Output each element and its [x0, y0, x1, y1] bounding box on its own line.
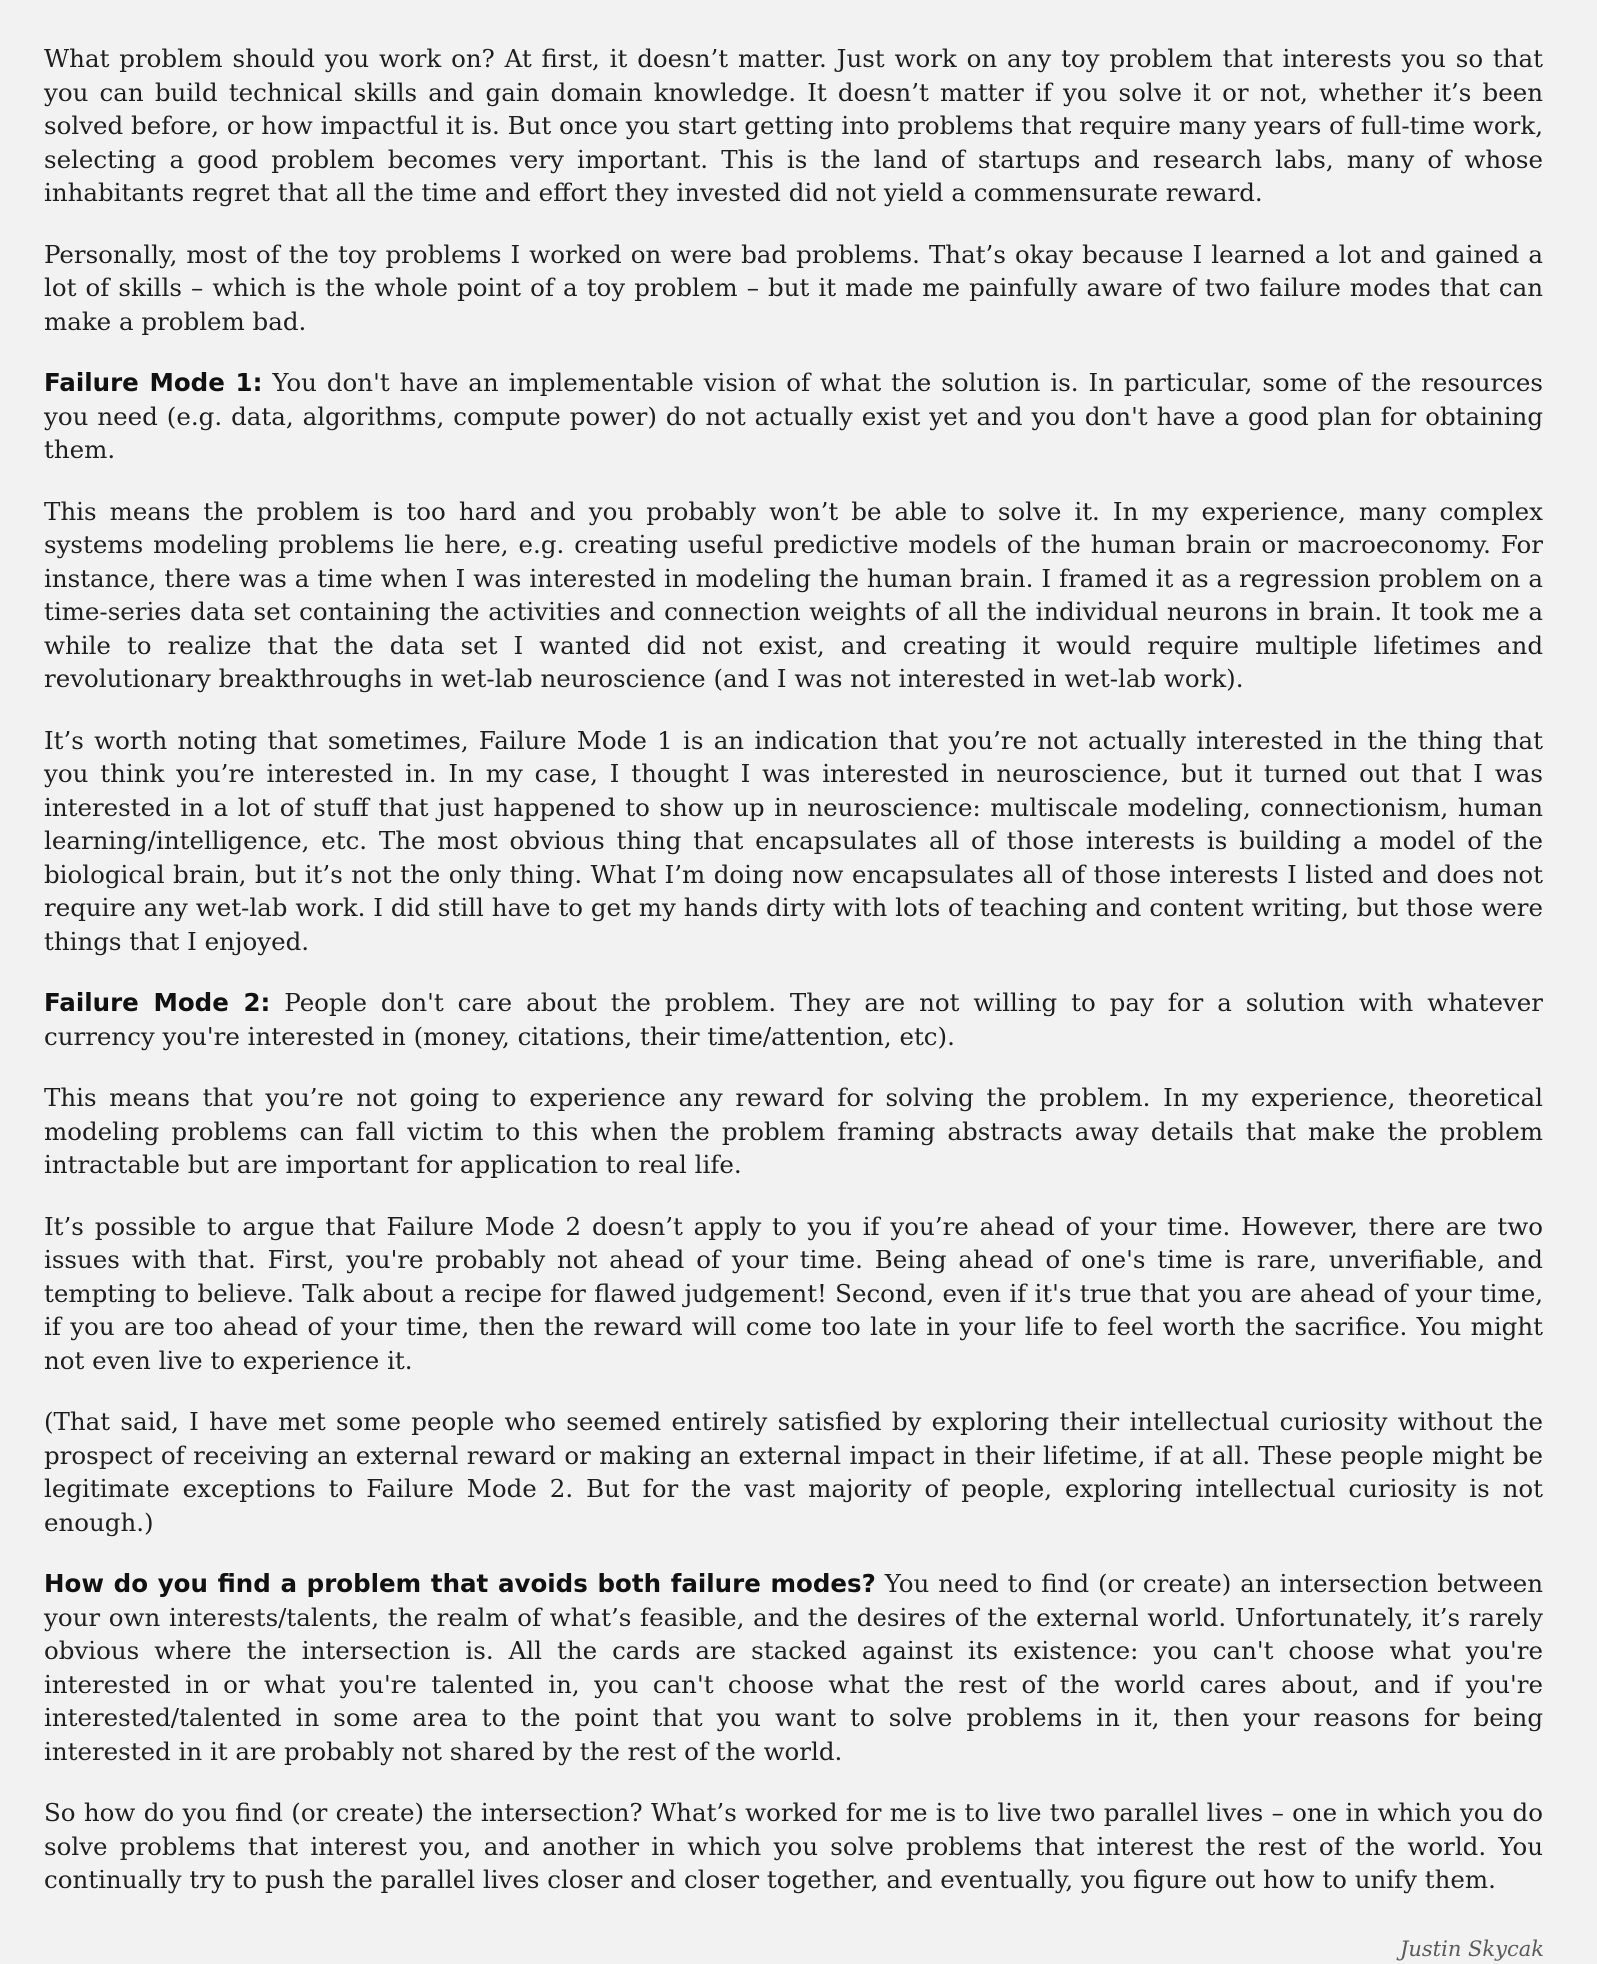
- failure-mode-2-text: People don't care about the problem. They are not willing to pay for a solution with whatever currency you're interested in (money, citations, their time/attention, etc).: [44, 988, 1543, 1051]
- failure-mode-1-heading: Failure Mode 1:: [44, 368, 263, 397]
- paragraph-intro: What problem should you work on? At first, it doesn’t matter. Just work on any toy problem that interests you so that you can build technical skills and gain domain knowledge. It doesn’t matter if you solve it or not, whether it’s been solved before, or how impactful it is. But once you start getting into problems that require many years of full-time work, selecting a good problem becomes very important. This is the land of startups and research labs, many of whose inhabitants regret that all the time and effort they invested did not yield a commensurate reward.: [44, 44, 1543, 207]
- find-problem-heading: How do you find a problem that avoids both failure modes?: [44, 1569, 876, 1598]
- paragraph-ahead-of-time: It’s possible to argue that Failure Mode 2 doesn’t apply to you if you’re ahead of your time. However, there are two issues with that. First, you're probably not ahead of your time. Being ahead of one's time is rare, unverifiable, and tempting to believe. Talk about a recipe for flawed judgement! Second, even if it's true that you are ahead of your time, if you are too ahead of your time, then the reward will come too late in your life to feel worth the sacrifice. You might not even live to experience it.: [44, 1211, 1543, 1375]
- paragraph-too-hard: This means the problem is too hard and you probably won’t be able to solve it. In my experience, many complex systems modeling problems lie here, e.g. creating useful predictive models of the human brain or macroeconomy. For instance, there was a time when I was interested in modeling the human brain. I framed it as a regression problem on a time-series data set containing the activities and connection weights of all the individual neurons in brain. It took me a while to realize that the data set I wanted did not exist, and creating it would require multiple lifetimes and revolutionary breakthroughs in wet-lab neuroscience (and I was not interested in wet-lab work).: [44, 496, 1543, 693]
- failure-mode-2-heading: Failure Mode 2:: [44, 988, 271, 1017]
- find-problem-text: You need to find (or create) an intersection between your own interests/talents, the realm of what’s feasible, and the desires of the external world. Unfortunately, it’s rarely obvious where the intersection is. All the cards are stacked against its existence: you can't choose what you're interested in or what you're talented in, you can't choose what the rest of the world cares about, and if you're interested/talented in some area to the point that you want to solve problems in it, then your reasons for being interested in it are probably not shared by the rest of the world.: [44, 1569, 1543, 1766]
- paragraph-failure-mode-2: [44, 986, 1543, 1053]
- failure-mode-1-text: You don't have an implementable vision of what the solution is. In particular, some of the resources you need (e.g. data, algorithms, compute power) do not actually exist yet and you don't have a good plan for obtaining them.: [44, 368, 1544, 464]
- paragraph-no-reward: This means that you’re not going to experience any reward for solving the problem. In my experience, theoretical modeling problems can fall victim to this when the problem framing abstracts away details that make the problem intractable but are important for application to real life.: [44, 1083, 1543, 1179]
- paragraph-parallel-lives: So how do you find (or create) the intersection? What’s worked for me is to live two parallel lives – one in which you do solve problems that interest you, and another in which you solve problems that interest the rest of the world. You continually try to push the parallel lives closer and closer together, and eventually, you figure out how to unify them.: [44, 1798, 1543, 1894]
- paragraph-failure-mode-1: [44, 366, 1543, 467]
- author-signature: Justin Skycak: [1399, 1937, 1544, 1961]
- paragraph-worth-noting: It’s worth noting that sometimes, Failure Mode 1 is an indication that you’re not actually interested in the thing that you think you’re interested in. In my case, I thought I was interested in neuroscience, but it turned out that I was interested in a lot of stuff that just happened to show up in neuroscience: multiscale modeling, connectionism, human learning/intelligence, etc. The most obvious thing that encapsulates all of those interests is building a model of the biological brain, but it’s not the only thing. What I’m doing now encapsulates all of those interests I listed and does not require any wet-lab work. I did still have to get my hands dirty with lots of teaching and content writing, but those were things that I enjoyed.: [44, 725, 1543, 956]
- article-body: [44, 42, 1543, 1925]
- paragraph-that-said: (That said, I have met some people who seemed entirely satisfied by exploring their intellectual curiosity without the prospect of receiving an external reward or making an external impact in their lifetime, if at all. These people might be legitimate exceptions to Failure Mode 2. But for the vast majority of people, exploring intellectual curiosity is not enough.): [44, 1407, 1543, 1537]
- paragraph-find-problem: [44, 1567, 1543, 1768]
- paragraph-toy-problems: Personally, most of the toy problems I worked on were bad problems. That’s okay because I learned a lot and gained a lot of skills – which is the whole point of a toy problem – but it made me painfully aware of two failure modes that can make a problem bad.: [44, 239, 1543, 336]
